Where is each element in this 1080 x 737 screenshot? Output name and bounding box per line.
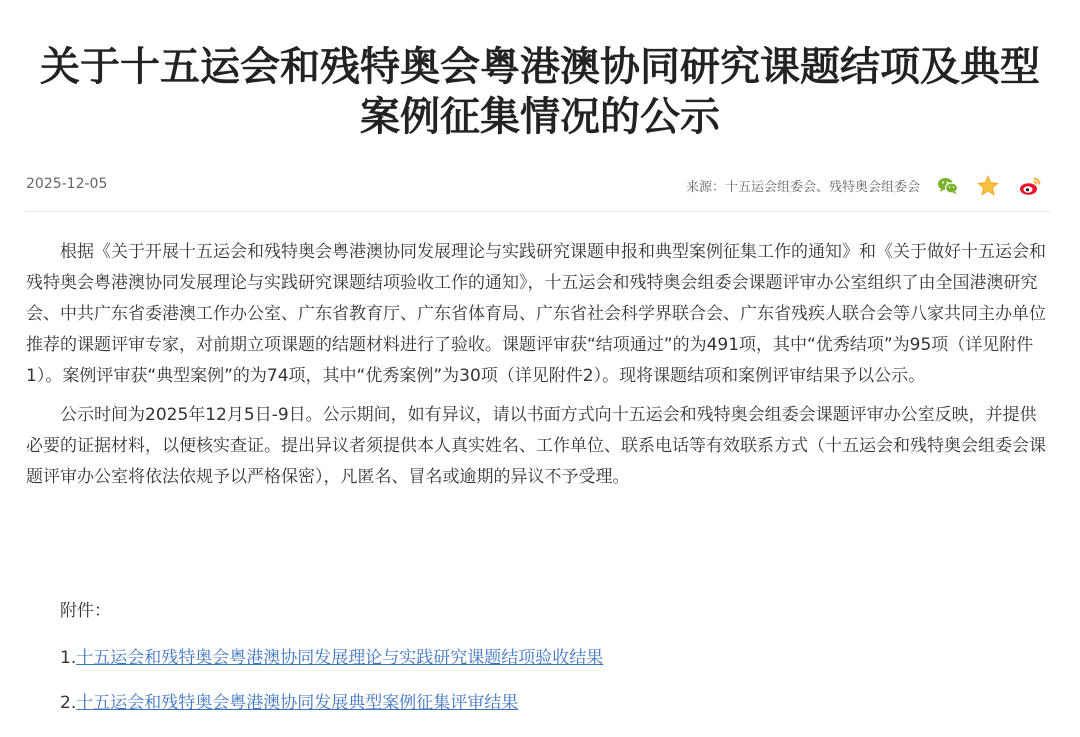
attachment-item-1 bbox=[60, 643, 603, 668]
attachment-number-2: 2. bbox=[60, 693, 77, 713]
page-title-line-1: 关于十五运会和残特奥会粤港澳协同研究课题结项及典型 bbox=[40, 44, 1040, 90]
article-body bbox=[26, 237, 1050, 501]
weibo-icon[interactable] bbox=[1018, 174, 1042, 198]
wechat-icon[interactable] bbox=[936, 174, 960, 198]
attachment-link-2[interactable]: 十五运会和残特奥会粤港澳协同发展典型案例征集评审结果 bbox=[76, 693, 519, 713]
body-paragraph-1: 根据《关于开展十五运会和残特奥会粤港澳协同发展理论与实践研究课题申报和典型案例征集工作的通知》和《关于做好十五运会和残特奥会粤港澳协同发展理论与实践研究课题结项验收工作的通知》，十五运会和残特奥会组委会课题评审办公室组织了由全国港澳研究会、中共广东省委港澳工作办公室、广东省教育厅、广东省体育局、广东省社会科学界联合会、广东省残疾人联合会等八家共同主办单位推荐的课题评审专家，对前期立项课题的结题材料进行了验收。课题评审获“结项通过”的为491项，其中“优秀结项”为95项（详见附件1）。案例评审获“典型案例”的为74项，其中“优秀案例”为30项（详见附件2）。现将课题结项和案例评审结果予以公示。 bbox=[26, 242, 1046, 386]
attachment-link-1[interactable]: 十五运会和残特奥会粤港澳协同发展理论与实践研究课题结项验收结果 bbox=[76, 648, 604, 668]
attachment-number-1: 1. bbox=[60, 648, 77, 668]
page-title bbox=[20, 42, 1060, 142]
attachment-item-2 bbox=[60, 688, 518, 713]
publish-date: 2025-12-05 bbox=[26, 176, 108, 192]
body-paragraph-2: 公示时间为2025年12月5日-9日。公示期间，如有异议，请以书面方式向十五运会和残特奥会组委会课题评审办公室反映，并提供必要的证据材料，以便核实查证。提出异议者须提供本人真实姓名、工作单位、联系电话等有效联系方式（十五运会和残特奥会组委会课题评审办公室将依法依规予以严格保密），凡匿名、冒名或逾期的异议不予受理。 bbox=[26, 405, 1046, 487]
favorite-star-icon[interactable] bbox=[976, 174, 1000, 198]
page-title-line-2: 案例征集情况的公示 bbox=[360, 94, 720, 140]
article-meta-bar bbox=[26, 174, 1050, 198]
attachments-heading: 附件： bbox=[60, 601, 111, 621]
article-source: 来源：十五运会组委会、残特奥会组委会 bbox=[685, 180, 920, 195]
header-divider bbox=[26, 211, 1050, 212]
